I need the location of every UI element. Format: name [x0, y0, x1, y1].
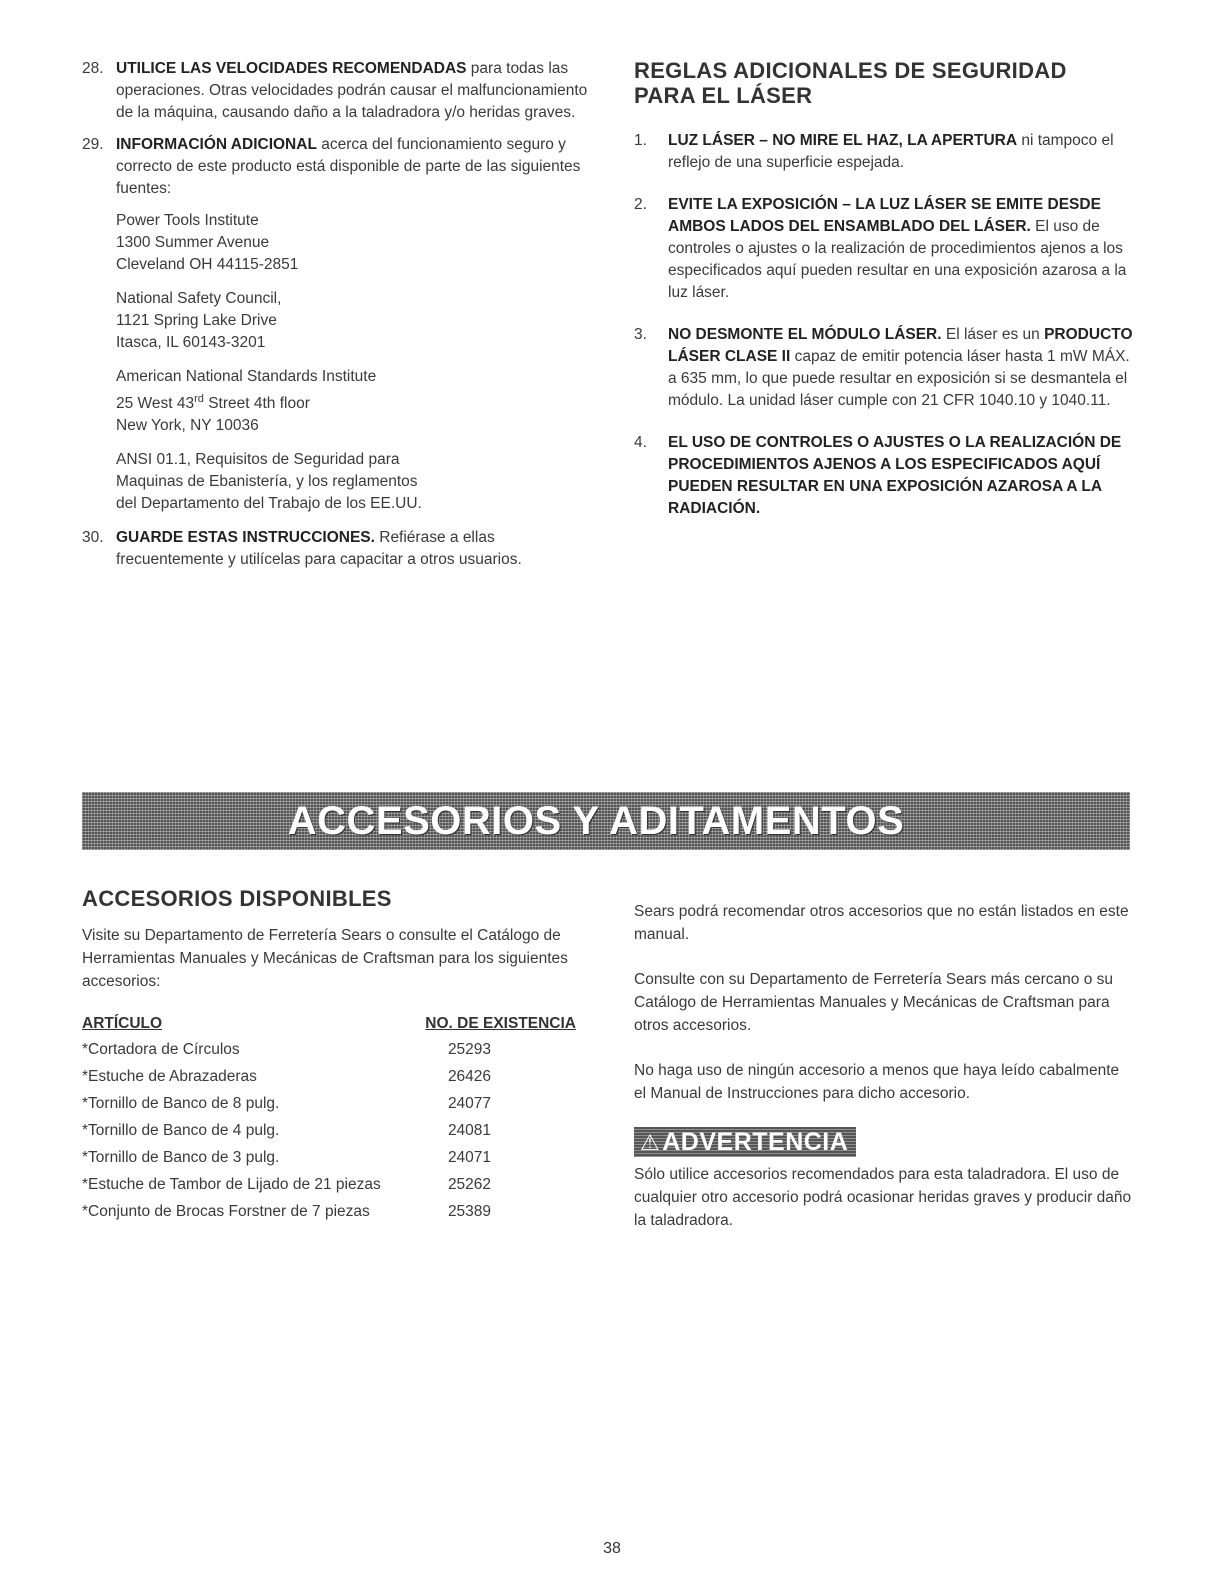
- table-row: *Tornillo de Banco de 3 pulg. 24071: [82, 1148, 492, 1166]
- rule-heading: GUARDE ESTAS INSTRUCCIONES.: [116, 529, 375, 547]
- table-row: *Tornillo de Banco de 8 pulg. 24077: [82, 1094, 492, 1112]
- rule-heading: UTILICE LAS VELOCIDADES RECOMENDADAS: [116, 60, 467, 77]
- laser-rule-1: 1. LUZ LÁSER – NO MIRE EL HAZ, LA APERTURA ni tampoco el reflejo de una superficie espejada.: [634, 132, 1114, 171]
- address-ansi: American National Standards Institute 25 West 43rd Street 4th floor New York, NY 10036: [116, 368, 377, 435]
- column-header-stock: NO. DE EXISTENCIA: [425, 1015, 576, 1032]
- rule-30: [82, 527, 592, 571]
- rule-text: para todas las operaciones. Otras velocidades podrán causar el malfuncionamiento de la máquina, causando daño a la taladradora y/o heridas graves.: [116, 60, 588, 121]
- table-row: *Cortadora de Círculos 25293: [82, 1040, 492, 1058]
- rule-28: [82, 58, 592, 124]
- rule-text: Refiérase a ellas frecuentemente y utilícelas para capacitar a otros usuarios.: [116, 529, 522, 569]
- rule-number: 29.: [82, 136, 104, 153]
- left-column: [82, 58, 592, 581]
- table-row: *Estuche de Abrazaderas 26426: [82, 1067, 492, 1085]
- section-banner: [82, 792, 1130, 850]
- note-paragraph: Sears podrá recomendar otros accesorios que no están listados en este manual.: [634, 903, 1129, 943]
- address-safety-council: National Safety Council, 1121 Spring Lake Drive Itasca, IL 60143-3201: [116, 290, 282, 351]
- table-row: *Tornillo de Banco de 4 pulg. 24081: [82, 1121, 492, 1139]
- accessories-notes: [634, 900, 1134, 1232]
- address-power-tools: Power Tools Institute 1300 Summer Avenue Cleveland OH 44115-2851: [116, 212, 299, 273]
- rule-29: [82, 134, 592, 515]
- accessories-intro: Visite su Departamento de Ferretería Sears o consulte el Catálogo de Herramientas Manuales y Mecánicas de Craftsman para los siguientes accesorios:: [82, 927, 568, 990]
- rule-heading: INFORMACIÓN ADICIONAL: [116, 136, 317, 153]
- warning-triangle-icon: ⚠: [640, 1129, 661, 1155]
- accessories-table: [82, 1015, 582, 1225]
- accessories-title: ACCESORIOS DISPONIBLES: [82, 886, 392, 911]
- table-row: *Conjunto de Brocas Forstner de 7 piezas 25389: [82, 1202, 492, 1220]
- accessories-section: [82, 886, 592, 1225]
- laser-rule-3: 3. NO DESMONTE EL MÓDULO LÁSER. El láser es un PRODUCTO LÁSER CLASE II capaz de emitir potencia láser hasta 1 mW MÁX. a 635 mm, lo que puede resultar en exposición si se desmantela el módulo. La unidad láser cumple con 21 CFR 1040.10 y 1040.11.: [634, 326, 1133, 409]
- warning-text: Sólo utilice accesorios recomendados para esta taladradora. El uso de cualquier otro accesorio podrá ocasionar heridas graves y producir daño la taladradora.: [634, 1166, 1132, 1229]
- banner-title: ACCESORIOS Y ADITAMENTOS: [287, 798, 905, 843]
- warning-label: ⚠ ADVERTENCIA: [634, 1127, 856, 1157]
- ansi-reference: ANSI 01.1, Requisitos de Seguridad para Maquinas de Ebanistería, y los reglamentos del Departamento del Trabajo de los EE.UU.: [116, 451, 422, 513]
- table-row: *Estuche de Tambor de Lijado de 21 piezas 25262: [82, 1175, 492, 1193]
- rule-text: acerca del funcionamiento seguro y correcto de este producto está disponible de parte de las siguientes fuentes:: [116, 136, 581, 197]
- right-column: [634, 58, 1134, 540]
- page-number: 38: [603, 1540, 621, 1557]
- note-paragraph: Consulte con su Departamento de Ferretería Sears más cercano o su Catálogo de Herramientas Manuales y Mecánicas de Craftsman para otros accesorios.: [634, 971, 1114, 1034]
- column-header-item: ARTÍCULO: [82, 1015, 163, 1032]
- laser-rule-2: 2. EVITE LA EXPOSICIÓN – LA LUZ LÁSER SE EMITE DESDE AMBOS LADOS DEL ENSAMBLADO DEL LÁSER. El uso de controles o ajustes o la realización de procedimientos ajenos a los especificados aquí pueden resultar en una exposición azarosa a la luz láser.: [634, 196, 1127, 301]
- note-paragraph: No haga uso de ningún accesorio a menos que haya leído cabalmente el Manual de Instrucciones para dicho accesorio.: [634, 1062, 1120, 1102]
- laser-rules-heading: REGLAS ADICIONALES DE SEGURIDAD PARA EL LÁSER: [634, 58, 1067, 108]
- rule-number: 30.: [82, 529, 104, 547]
- rule-number: 28.: [82, 60, 104, 77]
- laser-rule-4: 4. EL USO DE CONTROLES O AJUSTES O LA REALIZACIÓN DE PROCEDIMIENTOS AJENOS A LOS ESPECIFICADOS AQUÍ PUEDEN RESULTAR EN UNA EXPOSICIÓN AZAROSA A LA RADIACIÓN.: [634, 434, 1122, 517]
